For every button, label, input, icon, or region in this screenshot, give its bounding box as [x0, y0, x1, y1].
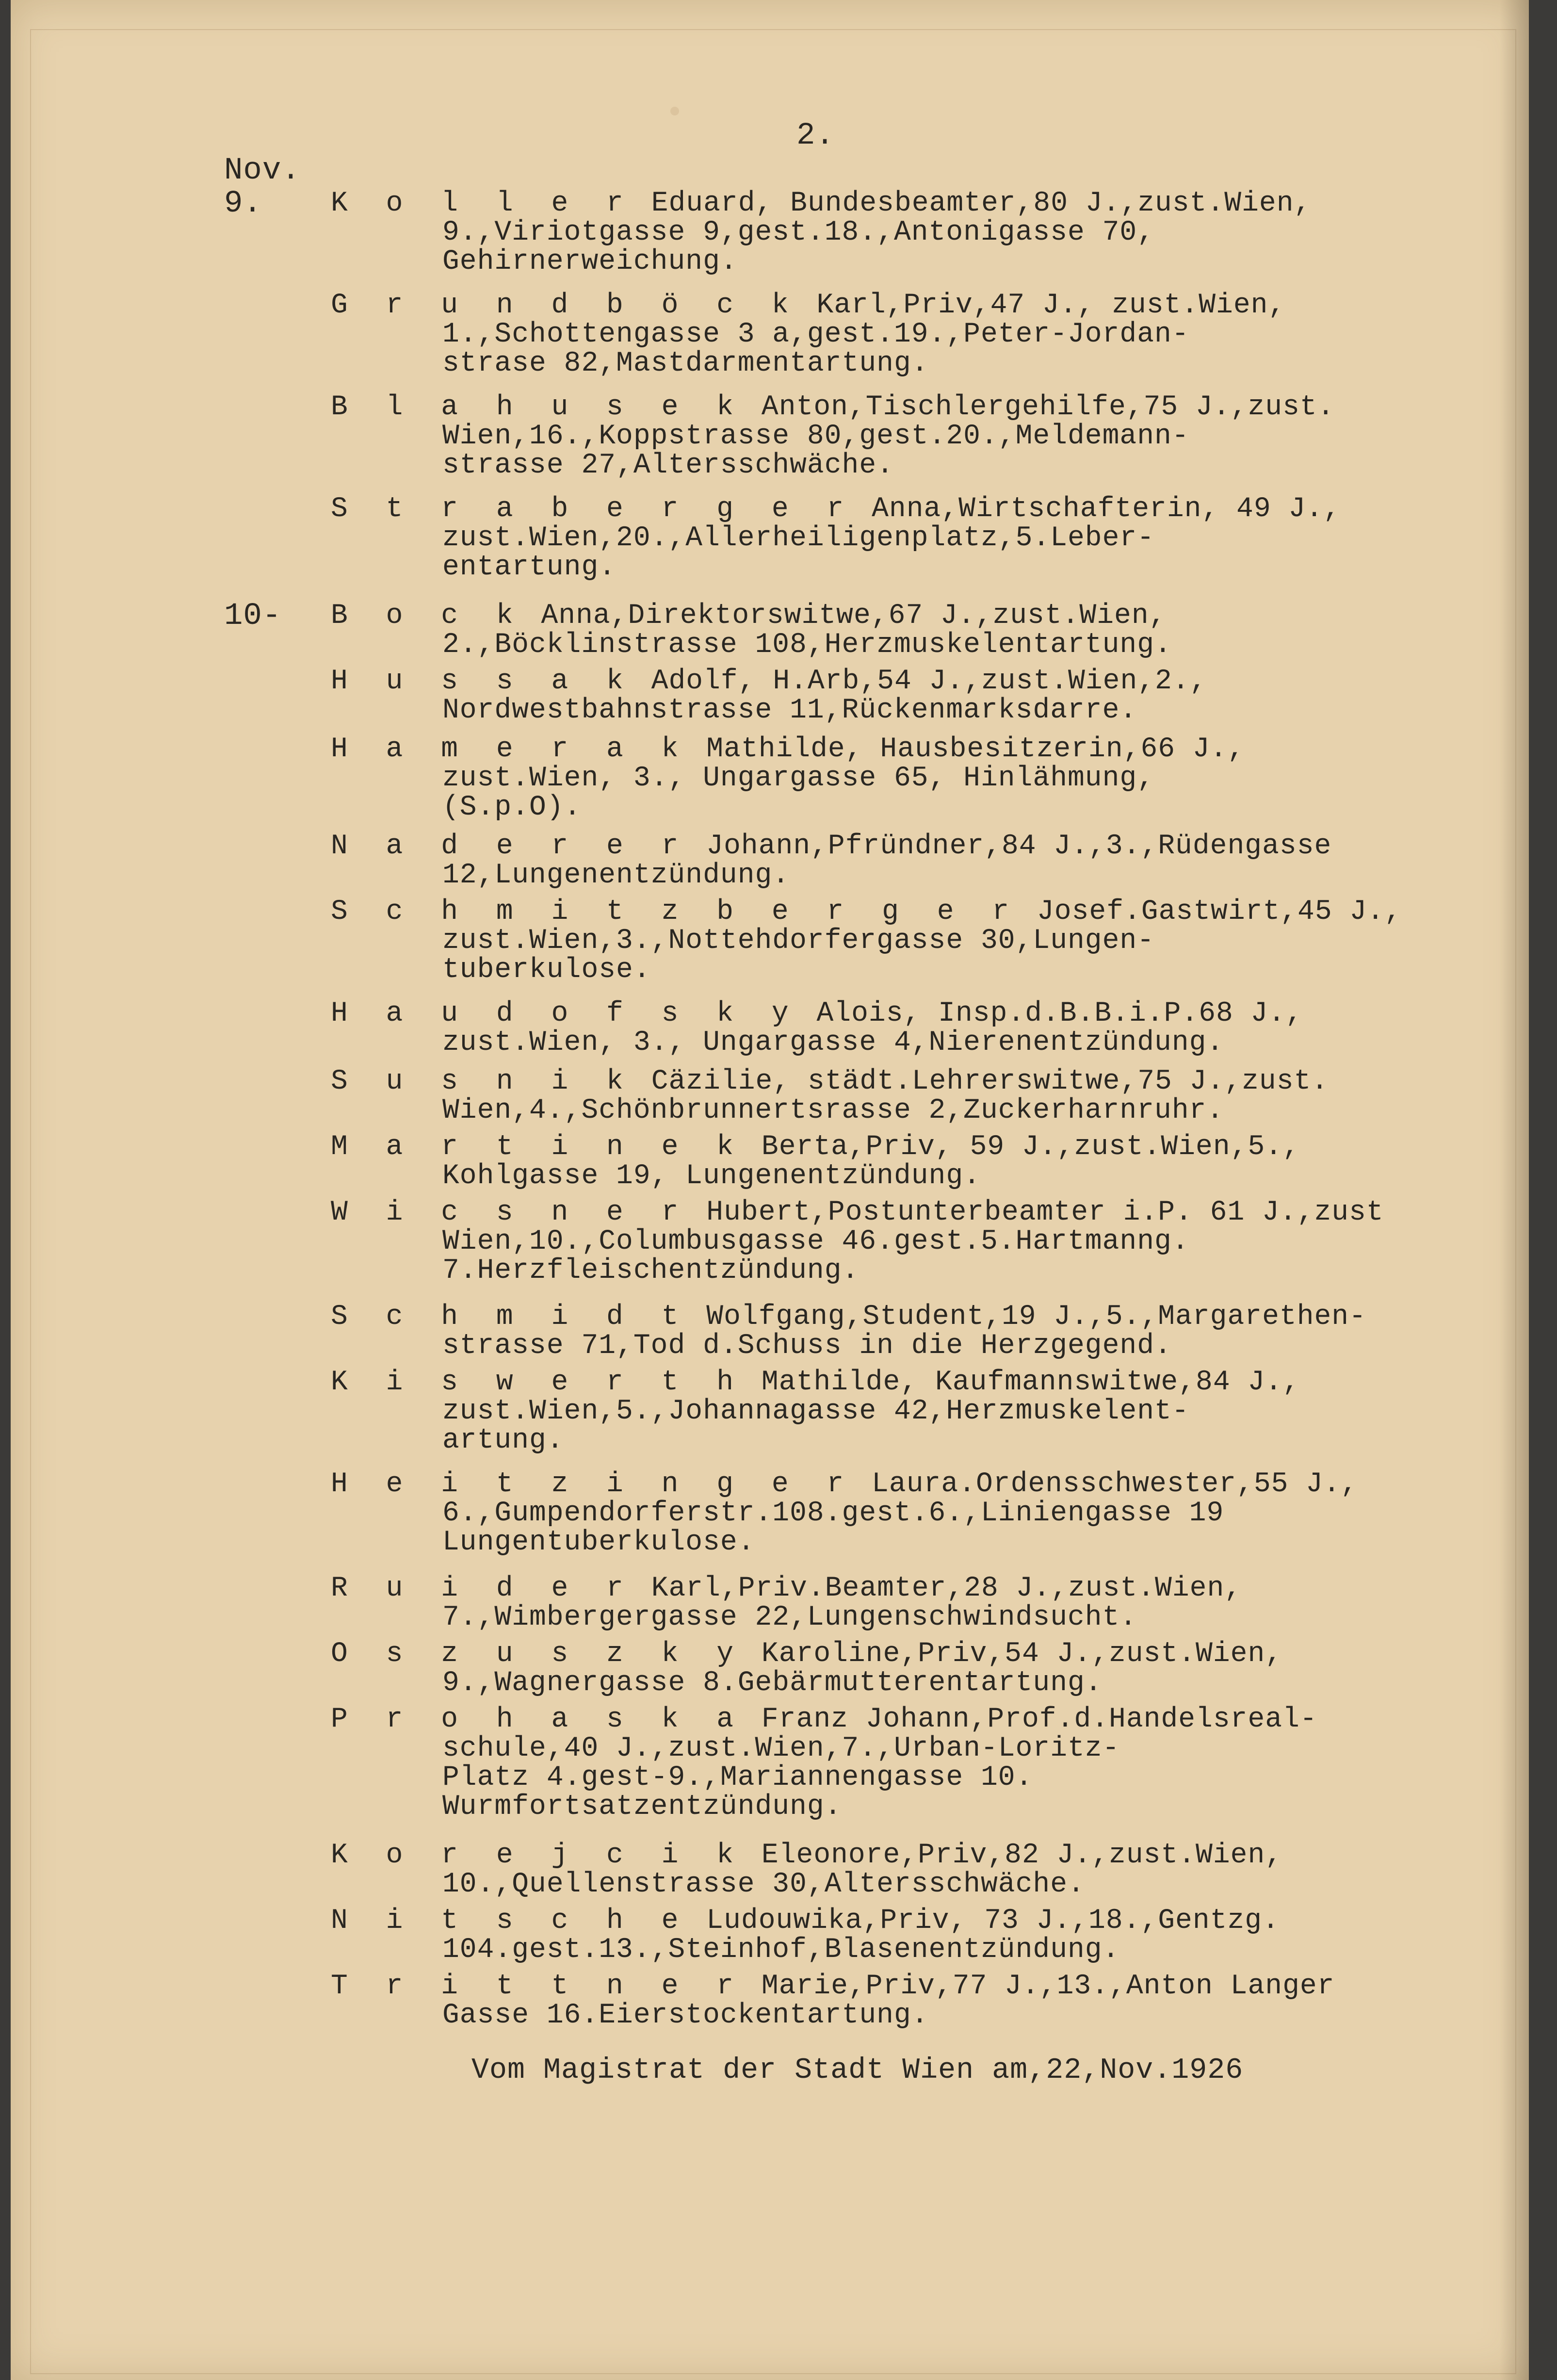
- page-number: 2.: [796, 118, 835, 153]
- entry-surname: S u s n i k: [331, 1066, 634, 1097]
- spacer: [744, 1971, 762, 2002]
- entry-detail: Mathilde, Kaufmannswitwe,84 J.,: [761, 1367, 1300, 1398]
- entry-surname: H e i t z i n g e r: [331, 1468, 855, 1500]
- spacer: [744, 1704, 762, 1735]
- register-entry: [331, 189, 1311, 277]
- register-entry: [331, 735, 1245, 822]
- entry-continuation-line: Lungentuberkulose.: [442, 1527, 755, 1558]
- register-entry: [331, 1705, 1317, 1822]
- entry-detail: Eduard, Bundesbeamter,80 J.,zust.Wien,: [651, 188, 1312, 219]
- register-entry: [331, 1640, 1282, 1698]
- entry-continuation-line: Gehirnerweichung.: [442, 246, 738, 277]
- spacer: [689, 831, 706, 862]
- entry-continuation-line: Platz 4.gest-9.,Mariannengasse 10.: [442, 1762, 1033, 1793]
- entry-continuation-line: zust.Wien,5.,Johannagasse 42,Herzmuskelent-: [442, 1396, 1189, 1427]
- entry-continuation-line: 9.,Viriotgasse 9,gest.18.,Antonigasse 70,: [442, 217, 1155, 248]
- entry-surname: P r o h a s k a: [331, 1704, 745, 1735]
- entry-continuation-line: 9.,Wagnergasse 8.Gebärmutterentartung.: [442, 1667, 1103, 1699]
- entry-first-line: [331, 1841, 1282, 1870]
- entry-detail: Anna,Direktorswitwe,67 J.,zust.Wien,: [541, 600, 1167, 632]
- register-entry: [331, 1067, 1329, 1125]
- entry-continuation-line: zust.Wien, 3., Ungargasse 65, Hinlähmung,: [442, 763, 1155, 794]
- entry-continuation-line: 2.,Böcklinstrasse 108,Herzmuskelentartung.: [442, 629, 1172, 661]
- register-entry: [331, 1198, 1384, 1286]
- entry-continuation-line: Wien,10.,Columbusgasse 46.gest.5.Hartmanng.: [442, 1226, 1189, 1257]
- entry-detail: Laura.Ordensschwester,55 J.,: [872, 1468, 1358, 1500]
- spacer: [744, 1840, 762, 1871]
- entry-first-line: [331, 291, 1285, 320]
- document-page: [11, 0, 1529, 2380]
- entry-detail: Ludouwika,Priv, 73 J.,18.,Gentzg.: [706, 1905, 1280, 1937]
- spacer: [689, 734, 706, 765]
- entry-first-line: [331, 393, 1335, 422]
- entry-surname: N i t s c h e: [331, 1905, 689, 1937]
- entry-first-line: [331, 1198, 1384, 1227]
- register-entry: [331, 999, 1303, 1058]
- entry-detail: Karl,Priv.Beamter,28 J.,zust.Wien,: [651, 1573, 1242, 1604]
- spacer: [524, 600, 541, 632]
- register-entry: [331, 1133, 1300, 1191]
- register-entry: [331, 1907, 1280, 1965]
- entry-surname: K o r e j c i k: [331, 1840, 745, 1871]
- entry-first-line: [331, 999, 1303, 1028]
- spacer: [744, 1367, 762, 1398]
- entry-continuation-line: 7.,Wimbergergasse 22,Lungenschwindsucht.: [442, 1602, 1137, 1633]
- register-entry: [331, 495, 1341, 582]
- entry-continuation-line: strasse 71,Tod d.Schuss in die Herzgegend.: [442, 1330, 1172, 1362]
- spacer: [634, 188, 651, 219]
- spacer: [1020, 896, 1037, 928]
- entry-day: 9.: [224, 186, 262, 221]
- register-entry: [331, 1841, 1282, 1899]
- entry-first-line: [331, 1133, 1300, 1162]
- page-edge-shadow: [1500, 0, 1529, 2380]
- entry-continuation-line: Wien,4.,Schönbrunnertsrasse 2,Zuckerharnruhr.: [442, 1095, 1224, 1126]
- entry-continuation-line: 7.Herzfleischentzündung.: [442, 1255, 860, 1287]
- entry-first-line: [331, 667, 1207, 696]
- entry-surname: S c h m i t z b e r g e r: [331, 896, 1020, 928]
- register-entry: [331, 1574, 1242, 1632]
- entry-surname: S c h m i d t: [331, 1301, 689, 1333]
- spacer: [689, 1197, 706, 1228]
- entry-surname: H a m e r a k: [331, 734, 689, 765]
- entry-first-line: [331, 189, 1311, 218]
- entry-detail: Cäzilie, städt.Lehrerswitwe,75 J.,zust.: [651, 1066, 1329, 1097]
- spacer: [634, 1066, 651, 1097]
- register-entry: [331, 1303, 1366, 1361]
- entry-continuation-line: strasse 27,Altersschwäche.: [442, 450, 894, 481]
- footer-signature-line: Vom Magistrat der Stadt Wien am,22,Nov.1926: [471, 2054, 1244, 2087]
- entry-continuation-line: Wien,16.,Koppstrasse 80,gest.20.,Meldemann-: [442, 421, 1189, 452]
- entry-continuation-line: schule,40 J.,zust.Wien,7.,Urban-Loritz-: [442, 1733, 1120, 1764]
- entry-continuation-line: Nordwestbahnstrasse 11,Rückenmarksdarre.: [442, 695, 1137, 726]
- register-entry: [331, 1368, 1300, 1455]
- register-entry: [331, 832, 1331, 890]
- entry-first-line: [331, 1640, 1282, 1669]
- entry-continuation-line: 6.,Gumpendorferstr.108.gest.6.,Liniengasse 19: [442, 1498, 1224, 1529]
- entry-continuation-line: Wurmfortsatzentzündung.: [442, 1791, 842, 1823]
- register-entry: [331, 1972, 1335, 2030]
- spacer: [799, 998, 817, 1029]
- entry-surname: N a d e r e r: [331, 831, 689, 862]
- entry-detail: Karoline,Priv,54 J.,zust.Wien,: [761, 1638, 1283, 1670]
- entry-first-line: [331, 735, 1245, 764]
- entry-detail: Anna,Wirtschafterin, 49 J.,: [872, 493, 1341, 525]
- entry-detail: Anton,Tischlergehilfe,75 J.,zust.: [761, 391, 1335, 423]
- entry-continuation-line: zust.Wien, 3., Ungargasse 4,Nierenentzündung.: [442, 1027, 1224, 1059]
- entry-first-line: [331, 1972, 1335, 2001]
- entry-surname: K i s w e r t h: [331, 1367, 745, 1398]
- spacer: [799, 290, 817, 321]
- entry-first-line: [331, 1705, 1317, 1734]
- register-entry: [331, 897, 1402, 985]
- entry-first-line: [331, 1574, 1242, 1603]
- entry-detail: Eleonore,Priv,82 J.,zust.Wien,: [761, 1840, 1283, 1871]
- spacer: [854, 493, 872, 525]
- entry-detail: Josef.Gastwirt,45 J.,: [1037, 896, 1402, 928]
- entry-surname: G r u n d b ö c k: [331, 290, 799, 321]
- spacer: [744, 1131, 762, 1163]
- spacer: [689, 1905, 706, 1937]
- entry-continuation-line: entartung.: [442, 552, 616, 583]
- entry-surname: M a r t i n e k: [331, 1131, 745, 1163]
- entry-continuation-line: Kohlgasse 19, Lungenentzündung.: [442, 1160, 981, 1192]
- entry-continuation-line: zust.Wien,20.,Allerheiligenplatz,5.Leber-: [442, 522, 1155, 554]
- entry-first-line: [331, 1907, 1280, 1936]
- spacer: [744, 391, 762, 423]
- entry-surname: O s z u s z k y: [331, 1638, 745, 1670]
- entry-detail: Johann,Pfründner,84 J.,3.,Rüdengasse: [706, 831, 1332, 862]
- spacer: [634, 1573, 651, 1604]
- register-entry: [331, 602, 1172, 660]
- entry-first-line: [331, 1368, 1300, 1397]
- register-entry: [331, 1470, 1358, 1557]
- entry-continuation-line: strase 82,Mastdarmentartung.: [442, 348, 929, 379]
- entry-first-line: [331, 897, 1402, 927]
- entry-detail: Marie,Priv,77 J.,13.,Anton Langer: [761, 1971, 1335, 2002]
- entry-surname: W i c s n e r: [331, 1197, 689, 1228]
- entry-continuation-line: artung.: [442, 1425, 564, 1456]
- entry-continuation-line: 10.,Quellenstrasse 30,Altersschwäche.: [442, 1869, 1085, 1900]
- entry-detail: Mathilde, Hausbesitzerin,66 J.,: [706, 734, 1245, 765]
- entry-detail: Alois, Insp.d.B.B.i.P.68 J.,: [816, 998, 1303, 1029]
- entry-continuation-line: tuberkulose.: [442, 954, 651, 986]
- entry-continuation-line: 1.,Schottengasse 3 a,gest.19.,Peter-Jordan-: [442, 319, 1189, 350]
- spacer: [689, 1301, 706, 1333]
- ink-spot: [670, 107, 679, 115]
- entry-detail: Franz Johann,Prof.d.Handelsreal-: [761, 1704, 1317, 1735]
- entry-surname: K o l l e r: [331, 188, 634, 219]
- entry-surname: S t r a b e r g e r: [331, 493, 855, 525]
- spacer: [744, 1638, 762, 1670]
- entry-detail: Hubert,Postunterbeamter i.P. 61 J.,zust: [706, 1197, 1384, 1228]
- entry-continuation-line: (S.p.O).: [442, 792, 582, 823]
- entry-surname: H u s s a k: [331, 666, 634, 697]
- entry-surname: H a u d o f s k y: [331, 998, 799, 1029]
- entry-continuation-line: 12,Lungenentzündung.: [442, 860, 790, 891]
- entry-continuation-line: zust.Wien,3.,Nottehdorfergasse 30,Lungen-: [442, 925, 1155, 957]
- entry-surname: B l a h u s e k: [331, 391, 745, 423]
- entry-first-line: [331, 1303, 1366, 1332]
- entry-first-line: [331, 1067, 1329, 1096]
- spacer: [854, 1468, 872, 1500]
- register-entry: [331, 667, 1207, 725]
- entry-continuation-line: 104.gest.13.,Steinhof,Blasenentzündung.: [442, 1934, 1120, 1966]
- entry-detail: Wolfgang,Student,19 J.,5.,Margarethen-: [706, 1301, 1366, 1333]
- entry-detail: Adolf, H.Arb,54 J.,zust.Wien,2.,: [651, 666, 1207, 697]
- entry-continuation-line: Gasse 16.Eierstockentartung.: [442, 2000, 929, 2031]
- entry-surname: B o c k: [331, 600, 524, 632]
- entry-surname: R u i d e r: [331, 1573, 634, 1604]
- register-entry: [331, 393, 1335, 480]
- entry-surname: T r i t t n e r: [331, 1971, 745, 2002]
- entry-first-line: [331, 1470, 1358, 1499]
- entry-first-line: [331, 602, 1172, 631]
- entry-detail: Berta,Priv, 59 J.,zust.Wien,5.,: [761, 1131, 1300, 1163]
- spacer: [634, 666, 651, 697]
- entry-detail: Karl,Priv,47 J., zust.Wien,: [816, 290, 1286, 321]
- month-label: Nov.: [224, 153, 301, 188]
- entry-first-line: [331, 832, 1331, 861]
- register-entry: [331, 291, 1285, 378]
- entry-first-line: [331, 495, 1341, 524]
- entry-day: 10-: [224, 599, 282, 634]
